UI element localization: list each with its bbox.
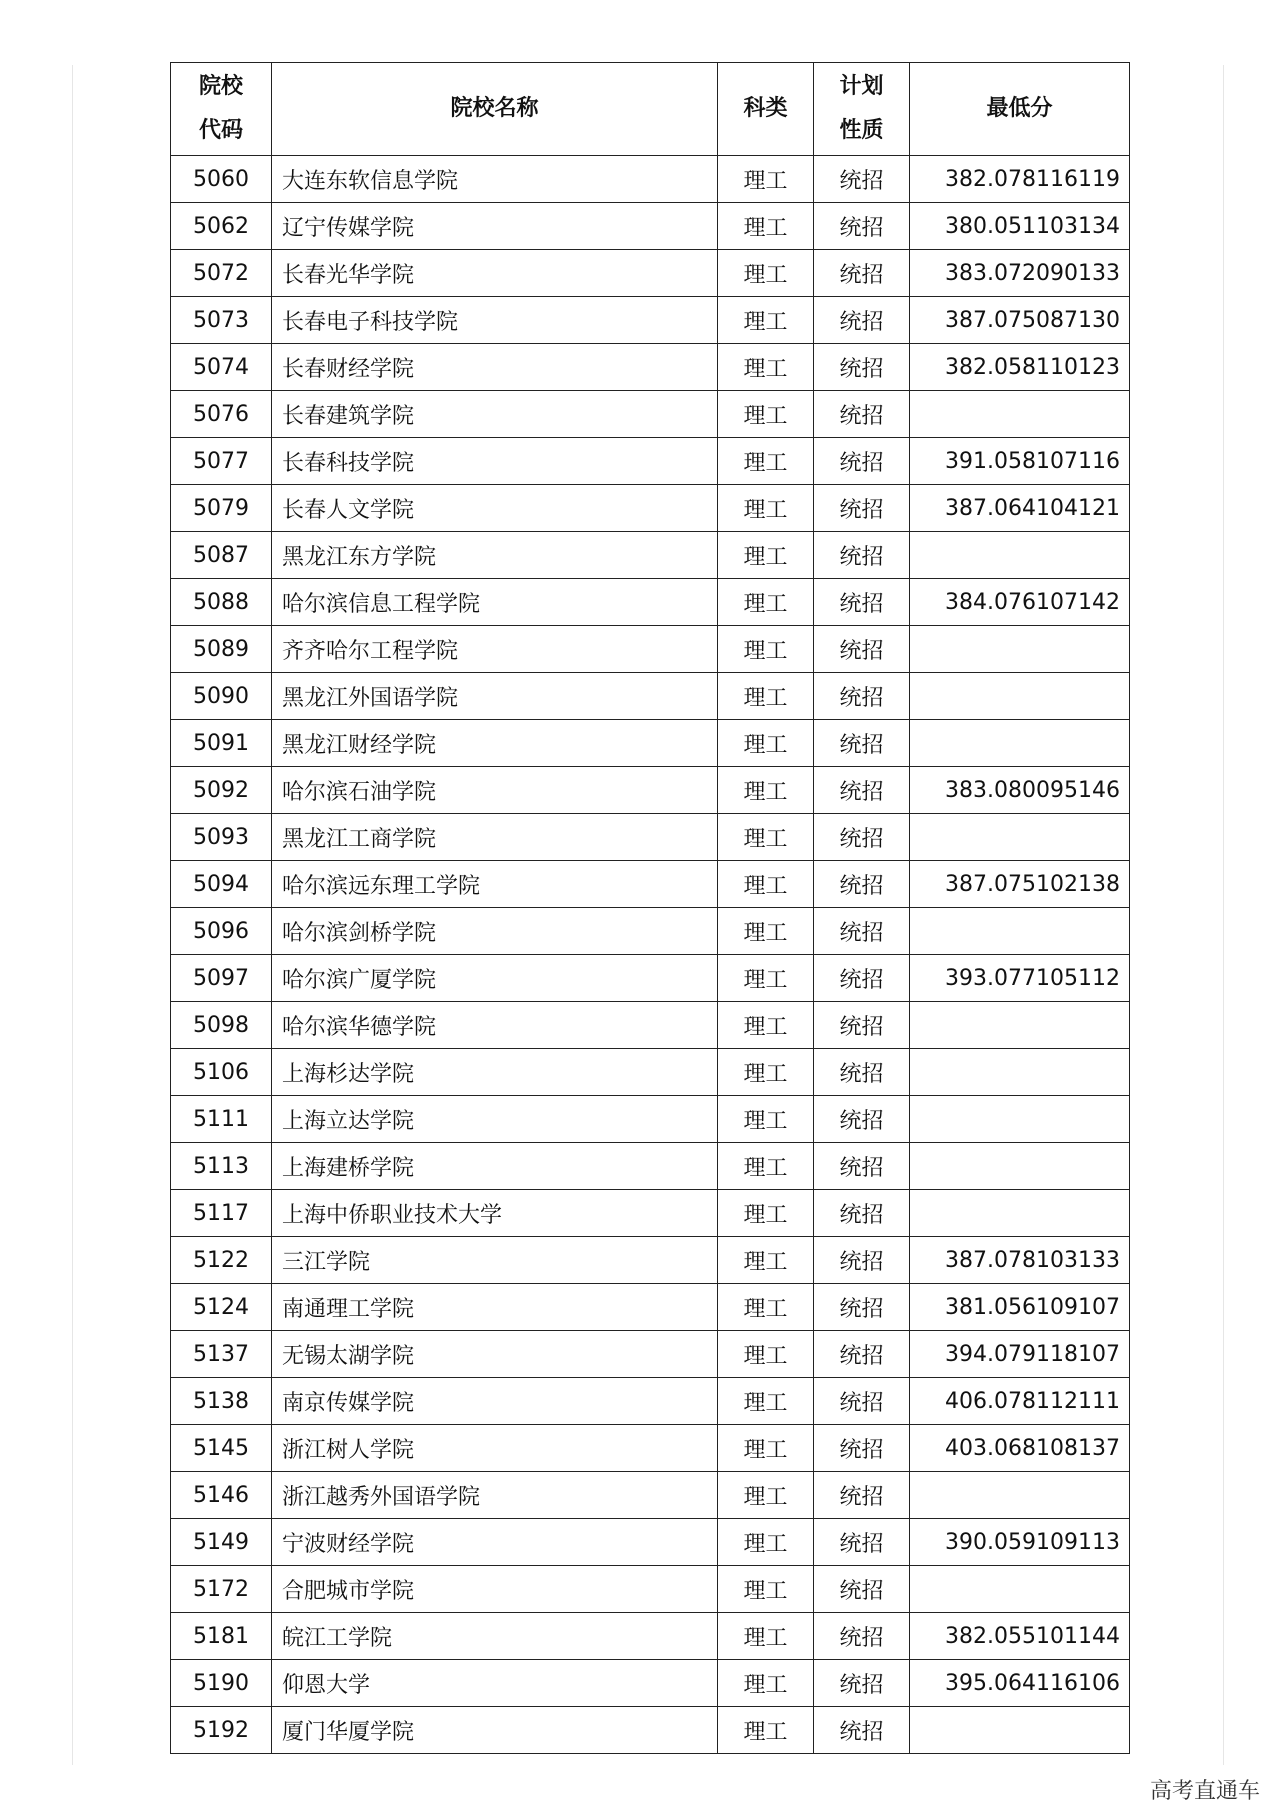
table-row: [171, 1190, 1130, 1237]
table-row: [171, 203, 1130, 250]
cell-plan-type: 统招: [814, 1190, 910, 1237]
cell-min-score: [910, 814, 1130, 861]
cell-school-name: 皖江工学院: [272, 1613, 718, 1660]
cell-min-score: 406.078112111: [910, 1378, 1130, 1425]
cell-category: 理工: [718, 485, 814, 532]
cell-school-name: 哈尔滨剑桥学院: [272, 908, 718, 955]
cell-plan-type: 统招: [814, 673, 910, 720]
cell-school-name: 黑龙江东方学院: [272, 532, 718, 579]
cell-plan-type: 统招: [814, 1707, 910, 1754]
table-row: [171, 1284, 1130, 1331]
header-school-code-line2: 代码: [198, 118, 243, 143]
cell-min-score: 387.075102138: [910, 861, 1130, 908]
cell-school-code: 5124: [171, 1284, 272, 1331]
cell-school-code: 5073: [171, 297, 272, 344]
cell-min-score: 383.080095146: [910, 767, 1130, 814]
cell-category: 理工: [718, 1566, 814, 1613]
table-row: [171, 1049, 1130, 1096]
cell-min-score: [910, 1143, 1130, 1190]
cell-plan-type: 统招: [814, 908, 910, 955]
table-body: [171, 156, 1130, 1754]
cell-min-score: 382.055101144: [910, 1613, 1130, 1660]
cell-plan-type: 统招: [814, 1613, 910, 1660]
cell-category: 理工: [718, 1143, 814, 1190]
cell-min-score: 391.058107116: [910, 438, 1130, 485]
cell-category: 理工: [718, 297, 814, 344]
cell-category: 理工: [718, 626, 814, 673]
cell-min-score: [910, 1049, 1130, 1096]
cell-school-name: 哈尔滨石油学院: [272, 767, 718, 814]
cell-min-score: 381.056109107: [910, 1284, 1130, 1331]
cell-category: 理工: [718, 1237, 814, 1284]
cell-plan-type: 统招: [814, 391, 910, 438]
cell-school-code: 5087: [171, 532, 272, 579]
page-left-edge: [72, 65, 73, 1765]
table-row: [171, 1472, 1130, 1519]
cell-category: 理工: [718, 203, 814, 250]
cell-school-name: 仰恩大学: [272, 1660, 718, 1707]
cell-category: 理工: [718, 1660, 814, 1707]
cell-school-code: 5138: [171, 1378, 272, 1425]
table-row: [171, 1519, 1130, 1566]
cell-category: 理工: [718, 344, 814, 391]
cell-school-code: 5077: [171, 438, 272, 485]
cell-school-name: 上海中侨职业技术大学: [272, 1190, 718, 1237]
cell-school-code: 5092: [171, 767, 272, 814]
cell-plan-type: 统招: [814, 1566, 910, 1613]
cell-category: 理工: [718, 579, 814, 626]
cell-min-score: 393.077105112: [910, 955, 1130, 1002]
cell-school-name: 长春电子科技学院: [272, 297, 718, 344]
header-school-code: [171, 63, 272, 156]
table-row: [171, 861, 1130, 908]
cell-school-code: 5106: [171, 1049, 272, 1096]
cell-school-name: 黑龙江财经学院: [272, 720, 718, 767]
cell-school-code: 5072: [171, 250, 272, 297]
cell-school-code: 5062: [171, 203, 272, 250]
cell-school-name: 哈尔滨信息工程学院: [272, 579, 718, 626]
cell-min-score: [910, 1472, 1130, 1519]
cell-plan-type: 统招: [814, 1143, 910, 1190]
cell-school-name: 浙江树人学院: [272, 1425, 718, 1472]
table-row: [171, 344, 1130, 391]
cell-school-code: 5113: [171, 1143, 272, 1190]
cell-category: 理工: [718, 1002, 814, 1049]
table-row: [171, 297, 1130, 344]
table-row: [171, 1613, 1130, 1660]
table-row: [171, 767, 1130, 814]
cell-category: 理工: [718, 1378, 814, 1425]
header-min-score: 最低分: [910, 63, 1130, 156]
cell-min-score: 382.078116119: [910, 156, 1130, 203]
cell-school-name: 哈尔滨远东理工学院: [272, 861, 718, 908]
cell-min-score: [910, 626, 1130, 673]
cell-plan-type: 统招: [814, 1472, 910, 1519]
cell-plan-type: 统招: [814, 955, 910, 1002]
cell-school-code: 5122: [171, 1237, 272, 1284]
cell-min-score: [910, 1566, 1130, 1613]
cell-school-code: 5146: [171, 1472, 272, 1519]
cell-plan-type: 统招: [814, 767, 910, 814]
cell-school-code: 5172: [171, 1566, 272, 1613]
table-row: [171, 579, 1130, 626]
cell-min-score: 395.064116106: [910, 1660, 1130, 1707]
table-row: [171, 1566, 1130, 1613]
cell-school-name: 上海立达学院: [272, 1096, 718, 1143]
cell-category: 理工: [718, 391, 814, 438]
table-row: [171, 1378, 1130, 1425]
cell-plan-type: 统招: [814, 1237, 910, 1284]
cell-school-name: 宁波财经学院: [272, 1519, 718, 1566]
page-right-edge: [1223, 65, 1224, 1765]
cell-school-code: 5192: [171, 1707, 272, 1754]
cell-plan-type: 统招: [814, 297, 910, 344]
cell-school-name: 长春科技学院: [272, 438, 718, 485]
cell-category: 理工: [718, 1519, 814, 1566]
cell-category: 理工: [718, 767, 814, 814]
cell-plan-type: 统招: [814, 485, 910, 532]
cell-min-score: [910, 1002, 1130, 1049]
cell-school-code: 5181: [171, 1613, 272, 1660]
cell-plan-type: 统招: [814, 1425, 910, 1472]
cell-min-score: [910, 391, 1130, 438]
cell-min-score: [910, 1190, 1130, 1237]
cell-school-code: 5145: [171, 1425, 272, 1472]
table-row: [171, 391, 1130, 438]
cell-category: 理工: [718, 955, 814, 1002]
cell-min-score: [910, 532, 1130, 579]
cell-school-code: 5094: [171, 861, 272, 908]
cell-school-code: 5088: [171, 579, 272, 626]
cell-school-name: 厦门华厦学院: [272, 1707, 718, 1754]
cell-school-code: 5097: [171, 955, 272, 1002]
table-row: [171, 156, 1130, 203]
cell-school-name: 大连东软信息学院: [272, 156, 718, 203]
cell-school-code: 5093: [171, 814, 272, 861]
header-school-code-line1: 院校: [198, 74, 243, 99]
cell-min-score: 390.059109113: [910, 1519, 1130, 1566]
table-row: [171, 626, 1130, 673]
cell-category: 理工: [718, 720, 814, 767]
table-row: [171, 1707, 1130, 1754]
cell-school-code: 5074: [171, 344, 272, 391]
cell-plan-type: 统招: [814, 250, 910, 297]
cell-school-name: 南通理工学院: [272, 1284, 718, 1331]
cell-school-name: 长春人文学院: [272, 485, 718, 532]
cell-category: 理工: [718, 438, 814, 485]
header-plan-type: [814, 63, 910, 156]
cell-category: 理工: [718, 1331, 814, 1378]
header-school-name: 院校名称: [272, 63, 718, 156]
cell-school-code: 5111: [171, 1096, 272, 1143]
cell-min-score: 380.051103134: [910, 203, 1130, 250]
cell-min-score: 383.072090133: [910, 250, 1130, 297]
cell-school-name: 哈尔滨广厦学院: [272, 955, 718, 1002]
cell-category: 理工: [718, 861, 814, 908]
cell-category: 理工: [718, 1096, 814, 1143]
table-row: [171, 908, 1130, 955]
cell-category: 理工: [718, 1425, 814, 1472]
cell-category: 理工: [718, 250, 814, 297]
table-row: [171, 814, 1130, 861]
cell-plan-type: 统招: [814, 1519, 910, 1566]
cell-school-name: 上海建桥学院: [272, 1143, 718, 1190]
table-row: [171, 1002, 1130, 1049]
header-plan-type-line1: 计划: [839, 74, 884, 99]
cell-school-name: 齐齐哈尔工程学院: [272, 626, 718, 673]
table-row: [171, 250, 1130, 297]
header-category: 科类: [718, 63, 814, 156]
cell-school-name: 浙江越秀外国语学院: [272, 1472, 718, 1519]
cell-category: 理工: [718, 908, 814, 955]
table-row: [171, 1237, 1130, 1284]
table-row: [171, 485, 1130, 532]
cell-school-code: 5149: [171, 1519, 272, 1566]
cell-school-name: 哈尔滨华德学院: [272, 1002, 718, 1049]
cell-school-code: 5076: [171, 391, 272, 438]
cell-category: 理工: [718, 1049, 814, 1096]
cell-school-name: 三江学院: [272, 1237, 718, 1284]
header-plan-type-line2: 性质: [839, 118, 884, 143]
cell-school-code: 5089: [171, 626, 272, 673]
cell-plan-type: 统招: [814, 438, 910, 485]
cell-category: 理工: [718, 814, 814, 861]
cell-school-code: 5079: [171, 485, 272, 532]
admission-score-table: [170, 62, 1130, 1754]
cell-plan-type: 统招: [814, 1331, 910, 1378]
table-row: [171, 438, 1130, 485]
cell-school-name: 无锡太湖学院: [272, 1331, 718, 1378]
cell-school-name: 上海杉达学院: [272, 1049, 718, 1096]
cell-plan-type: 统招: [814, 344, 910, 391]
cell-min-score: [910, 1707, 1130, 1754]
cell-min-score: 403.068108137: [910, 1425, 1130, 1472]
cell-plan-type: 统招: [814, 532, 910, 579]
cell-plan-type: 统招: [814, 1284, 910, 1331]
table-row: [171, 1331, 1130, 1378]
cell-min-score: 387.064104121: [910, 485, 1130, 532]
cell-plan-type: 统招: [814, 861, 910, 908]
cell-category: 理工: [718, 1190, 814, 1237]
table-row: [171, 720, 1130, 767]
table-header-row: [171, 63, 1130, 156]
cell-category: 理工: [718, 1707, 814, 1754]
cell-school-name: 辽宁传媒学院: [272, 203, 718, 250]
cell-category: 理工: [718, 1472, 814, 1519]
cell-school-code: 5117: [171, 1190, 272, 1237]
cell-plan-type: 统招: [814, 1378, 910, 1425]
table-row: [171, 1096, 1130, 1143]
cell-school-code: 5091: [171, 720, 272, 767]
cell-plan-type: 统招: [814, 156, 910, 203]
cell-min-score: 387.078103133: [910, 1237, 1130, 1284]
cell-school-code: 5090: [171, 673, 272, 720]
table-row: [171, 673, 1130, 720]
cell-min-score: [910, 908, 1130, 955]
cell-plan-type: 统招: [814, 579, 910, 626]
cell-school-code: 5096: [171, 908, 272, 955]
cell-plan-type: 统招: [814, 626, 910, 673]
cell-school-name: 南京传媒学院: [272, 1378, 718, 1425]
cell-category: 理工: [718, 1284, 814, 1331]
cell-plan-type: 统招: [814, 1660, 910, 1707]
cell-min-score: 382.058110123: [910, 344, 1130, 391]
cell-min-score: 387.075087130: [910, 297, 1130, 344]
cell-school-name: 黑龙江外国语学院: [272, 673, 718, 720]
cell-school-name: 长春建筑学院: [272, 391, 718, 438]
table-row: [171, 1425, 1130, 1472]
cell-school-name: 合肥城市学院: [272, 1566, 718, 1613]
cell-min-score: 394.079118107: [910, 1331, 1130, 1378]
table-row: [171, 1660, 1130, 1707]
table-row: [171, 532, 1130, 579]
cell-plan-type: 统招: [814, 814, 910, 861]
cell-plan-type: 统招: [814, 1049, 910, 1096]
cell-category: 理工: [718, 1613, 814, 1660]
cell-min-score: 384.076107142: [910, 579, 1130, 626]
table-row: [171, 955, 1130, 1002]
cell-school-code: 5137: [171, 1331, 272, 1378]
cell-min-score: [910, 720, 1130, 767]
cell-category: 理工: [718, 673, 814, 720]
cell-plan-type: 统招: [814, 1002, 910, 1049]
watermark-text: 高考直通车: [1149, 1779, 1260, 1804]
cell-school-name: 长春财经学院: [272, 344, 718, 391]
cell-plan-type: 统招: [814, 720, 910, 767]
cell-category: 理工: [718, 156, 814, 203]
cell-plan-type: 统招: [814, 1096, 910, 1143]
cell-school-code: 5190: [171, 1660, 272, 1707]
cell-school-code: 5098: [171, 1002, 272, 1049]
cell-school-name: 黑龙江工商学院: [272, 814, 718, 861]
cell-min-score: [910, 673, 1130, 720]
cell-min-score: [910, 1096, 1130, 1143]
table-row: [171, 1143, 1130, 1190]
cell-category: 理工: [718, 532, 814, 579]
cell-school-name: 长春光华学院: [272, 250, 718, 297]
cell-school-code: 5060: [171, 156, 272, 203]
cell-plan-type: 统招: [814, 203, 910, 250]
